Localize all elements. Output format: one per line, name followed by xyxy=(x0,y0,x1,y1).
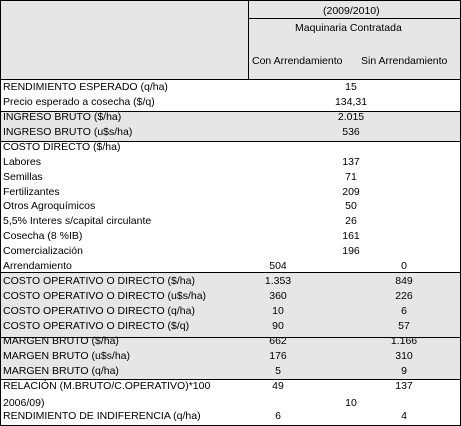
row-value-con-arrendamiento: 90 xyxy=(272,320,284,332)
row-value-sin-arrendamiento: 226 xyxy=(395,290,413,302)
row-value: 134,31 xyxy=(334,96,368,108)
row-value: 196 xyxy=(342,245,360,257)
row-value-con-arrendamiento: 176 xyxy=(269,350,287,362)
row-value-con-arrendamiento: 504 xyxy=(269,260,287,272)
row-value-con-arrendamiento: 1.353 xyxy=(264,275,292,287)
row-value-con-arrendamiento: 662 xyxy=(269,335,287,347)
row-value: 71 xyxy=(345,171,357,183)
row-label: INGRESO BRUTO ($/ha) xyxy=(3,111,122,123)
row-label: MARGEN BRUTO ($/ha) xyxy=(3,335,119,347)
row-label: Precio esperado a cosecha ($/q) xyxy=(3,96,155,108)
period-label: (2009/2010) xyxy=(323,5,380,17)
row-value-con-arrendamiento: 6 xyxy=(275,410,281,422)
row-value-sin-arrendamiento: 849 xyxy=(395,275,413,287)
row-value: 161 xyxy=(342,230,360,242)
row-value: 536 xyxy=(342,126,360,138)
row-value-sin-arrendamiento: 310 xyxy=(395,350,413,362)
row-value-sin-arrendamiento: 4 xyxy=(401,410,407,422)
row-value-con-arrendamiento: 360 xyxy=(269,290,287,302)
row-label: INGRESO BRUTO (u$s/ha) xyxy=(3,126,133,138)
row-value-sin-arrendamiento: 9 xyxy=(401,365,407,377)
row-label: Cosecha (8 %IB) xyxy=(3,230,83,242)
row-value: 2.015 xyxy=(337,111,365,123)
row-value: 10 xyxy=(345,397,357,409)
row-label: MARGEN BRUTO (q/ha) xyxy=(3,365,119,377)
header-bottom-rule xyxy=(1,79,460,80)
row-value: 50 xyxy=(345,200,357,212)
row-value-sin-arrendamiento: 0 xyxy=(401,260,407,272)
header-divider xyxy=(248,1,249,79)
col2-header: Sin Arrendamiento xyxy=(361,55,448,67)
row-label: 2006/09) xyxy=(3,397,45,409)
row-label: Comercialización xyxy=(3,245,83,257)
row-rule-1 xyxy=(1,272,460,273)
header-rule xyxy=(248,18,460,19)
row-value-con-arrendamiento: 49 xyxy=(272,380,284,392)
row-label: Otros Agroquímicos xyxy=(3,200,96,212)
row-value-sin-arrendamiento: 6 xyxy=(401,305,407,317)
row-label: COSTO OPERATIVO O DIRECTO (u$s/ha) xyxy=(3,290,207,302)
row-label: Fertilizantes xyxy=(3,186,60,198)
row-label: COSTO OPERATIVO O DIRECTO (q/ha) xyxy=(3,305,195,317)
row-label: MARGEN BRUTO (u$s/ha) xyxy=(3,350,130,362)
row-label: COSTO OPERATIVO O DIRECTO ($/q) xyxy=(3,320,190,332)
row-value-sin-arrendamiento: 57 xyxy=(398,320,410,332)
row-label: COSTO DIRECTO ($/ha) xyxy=(3,141,121,153)
row-value: 137 xyxy=(342,156,360,168)
row-value-sin-arrendamiento: 1.166 xyxy=(390,335,418,347)
col1-header: Con Arrendamiento xyxy=(252,55,343,67)
row-value-con-arrendamiento: 10 xyxy=(272,305,284,317)
row-label: RENDIMIENTO ESPERADO (q/ha) xyxy=(3,81,168,93)
group-label: Maquinaria Contratada xyxy=(295,22,402,34)
row-value-con-arrendamiento: 5 xyxy=(275,365,281,377)
row-label: COSTO OPERATIVO O DIRECTO ($/ha) xyxy=(3,275,195,287)
row-value: 26 xyxy=(345,215,357,227)
row-label: RELACIÓN (M.BRUTO/C.OPERATIVO)*100 xyxy=(3,380,211,392)
row-value: 209 xyxy=(342,186,360,198)
table-header xyxy=(1,1,460,79)
row-label: Arrendamiento xyxy=(3,260,72,272)
row-label: 5,5% Interes s/capital circulante xyxy=(3,215,152,227)
row-label: Semillas xyxy=(3,171,43,183)
row-value: 15 xyxy=(345,81,357,93)
row-label: RENDIMIENTO DE INDIFERENCIA (q/ha) xyxy=(3,410,201,422)
row-label: Labores xyxy=(3,156,41,168)
row-value-sin-arrendamiento: 137 xyxy=(395,380,413,392)
